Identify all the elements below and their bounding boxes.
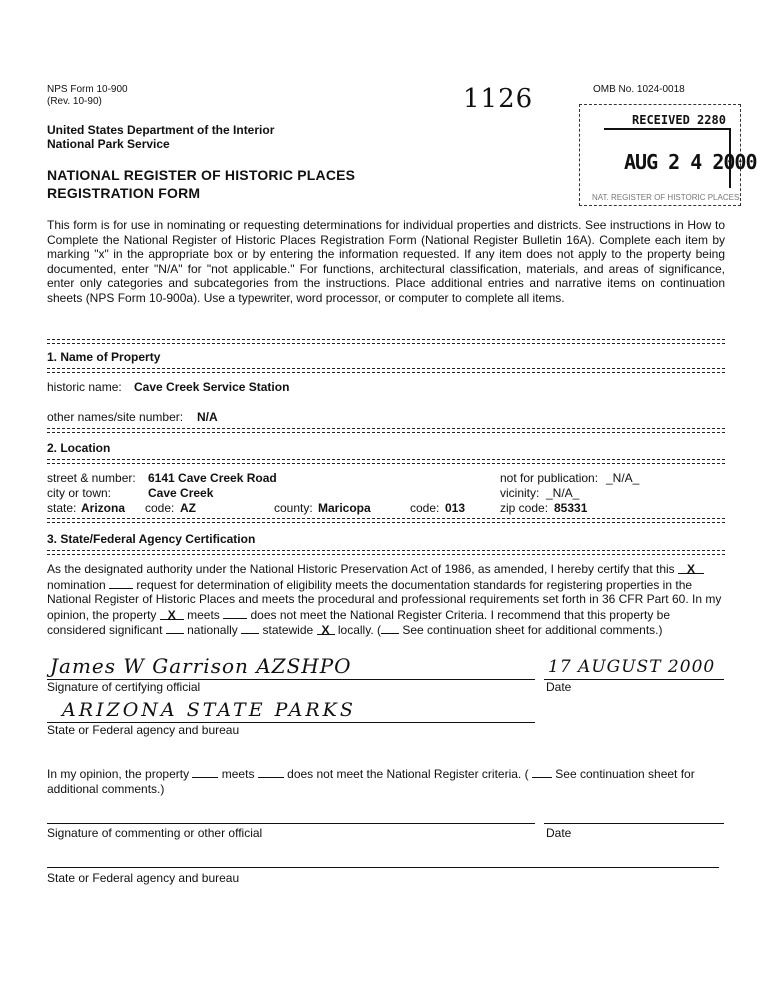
street-label: street & number: — [47, 471, 136, 485]
agency2-line — [47, 867, 719, 868]
certifying-signature: James W Garrison AZSHPO — [50, 654, 352, 678]
zip-value: 85331 — [554, 501, 588, 515]
historic-name-label: historic name: — [47, 380, 122, 394]
stamp-received: RECEIVED 2280 — [632, 113, 726, 127]
continuation-blank — [381, 622, 399, 634]
city-label: city or town: — [47, 486, 112, 500]
commenting-signature-label: Signature of commenting or other official — [47, 826, 263, 840]
county-code-value: 013 — [445, 501, 466, 515]
locally-text: locally. ( — [337, 623, 381, 637]
meets-text: meets — [187, 607, 220, 622]
commenting-signature-line — [47, 823, 535, 824]
other-names-label: other names/site number: — [47, 410, 184, 424]
opinion-text-2: meets — [221, 767, 255, 781]
historic-name-value: Cave Creek Service Station — [134, 380, 290, 394]
form-number: NPS Form 10-900 — [47, 84, 128, 95]
opinion-continuation-blank — [532, 766, 552, 778]
section-divider — [47, 518, 725, 523]
county-value: Maricopa — [318, 501, 371, 515]
zip-label: zip code: — [500, 501, 549, 515]
certifying-date-label: Date — [546, 680, 572, 694]
statewide-blank — [241, 622, 259, 634]
section-divider — [47, 368, 725, 373]
state-value: Arizona — [81, 501, 126, 515]
certifying-signature-label: Signature of certifying official — [47, 680, 201, 694]
not-for-publication-label: not for publication: — [500, 471, 599, 485]
statewide-text: statewide — [262, 623, 314, 637]
stamp-date: AUG 2 4 2000 — [624, 150, 757, 174]
opinion-text-4: See continuation sheet for additional comments.) — [47, 767, 695, 796]
state-code-label: code: — [145, 501, 175, 515]
form-revision: (Rev. 10-90) — [47, 96, 102, 107]
omb-number: OMB No. 1024-0018 — [593, 84, 685, 95]
section1-heading: 1. Name of Property — [47, 350, 161, 364]
section-divider — [47, 428, 725, 433]
opinion-meets-blank — [192, 766, 218, 778]
section-divider — [47, 339, 725, 344]
nomination-mark: X — [678, 562, 704, 574]
continuation-text: See continuation sheet for additional comments.) — [402, 623, 663, 637]
section2-heading: 2. Location — [47, 441, 111, 455]
stamp-partial-text: NAT. REGISTER OF HISTORIC PLACES — [592, 193, 740, 202]
request-blank — [109, 577, 133, 589]
county-code-label: code: — [410, 501, 440, 515]
section-divider — [47, 550, 725, 555]
certifying-date-handwriting: 17 AUGUST 2000 — [548, 657, 716, 677]
nationally-text: nationally — [187, 623, 238, 637]
agency2-label: State or Federal agency and bureau — [47, 871, 240, 885]
state-label: state: — [47, 501, 77, 515]
department-name: United States Department of the Interior — [47, 123, 275, 137]
request-text: request for determination of eligibility meets the documentation standards for registering properties in the National Register of Historic Places and meets the procedural and professional requirements set forth in 36 CFR Part 60. In my opinion, the property — [47, 577, 722, 622]
not-for-publication-value: _N/A_ — [606, 471, 640, 485]
opinion-text-3: does not meet the National Register criteria. ( — [287, 767, 529, 781]
nomination-text: nomination — [47, 577, 106, 592]
service-name: National Park Service — [47, 137, 170, 151]
street-value: 6141 Cave Creek Road — [148, 471, 277, 485]
section3-heading: 3. State/Federal Agency Certification — [47, 532, 256, 546]
agency-handwriting: ARIZONA STATE PARKS — [62, 699, 356, 721]
commenting-date-line — [544, 823, 724, 824]
commenting-date-label: Date — [546, 826, 572, 840]
form-title-line1: NATIONAL REGISTER OF HISTORIC PLACES — [47, 167, 356, 183]
vicinity-value: _N/A_ — [546, 486, 580, 500]
certification-paragraph — [47, 562, 725, 638]
opinion-does-not-meet-blank — [258, 766, 284, 778]
nationally-blank — [166, 622, 184, 634]
county-label: county: — [274, 501, 313, 515]
agency-label: State or Federal agency and bureau — [47, 723, 240, 737]
section-divider — [47, 459, 725, 464]
form-title-line2: REGISTRATION FORM — [47, 185, 201, 201]
other-names-value: N/A — [197, 410, 218, 424]
meets-mark: X — [160, 608, 184, 620]
does-not-meet-blank — [223, 607, 247, 619]
handwritten-number: 1126 — [463, 84, 534, 114]
certification-intro-text: As the designated authority under the National Historic Preservation Act of 1986, as amended, I hereby certify that this — [47, 562, 675, 576]
locally-mark: X — [317, 623, 335, 635]
instructions-paragraph: This form is for use in nominating or requesting determinations for individual properties and districts. See instructions in How to Complete the National Register of Historic Places Registration Form (National Register Bulletin 16A). Complete each item by marking "x" in the appropriate box or by entering the information requested. If any item does not apply to the property being documented, enter "N/A" for "not applicable." For functions, architectural classification, materials, and areas of significance, enter only categories and subcategories from the instructions. Place additional entries and narrative items on continuation sheets (NPS Form 10-900a). Use a typewriter, word processor, or computer to complete all items. — [47, 218, 725, 305]
vicinity-label: vicinity: — [500, 486, 540, 500]
does-not-meet-text: does not meet the National Register Criteria. I recommend that this property be considered significant — [47, 607, 671, 637]
state-code-value: AZ — [180, 501, 196, 515]
opinion-text-1: In my opinion, the property — [47, 767, 190, 781]
opinion-paragraph — [47, 766, 725, 796]
city-value: Cave Creek — [148, 486, 214, 500]
